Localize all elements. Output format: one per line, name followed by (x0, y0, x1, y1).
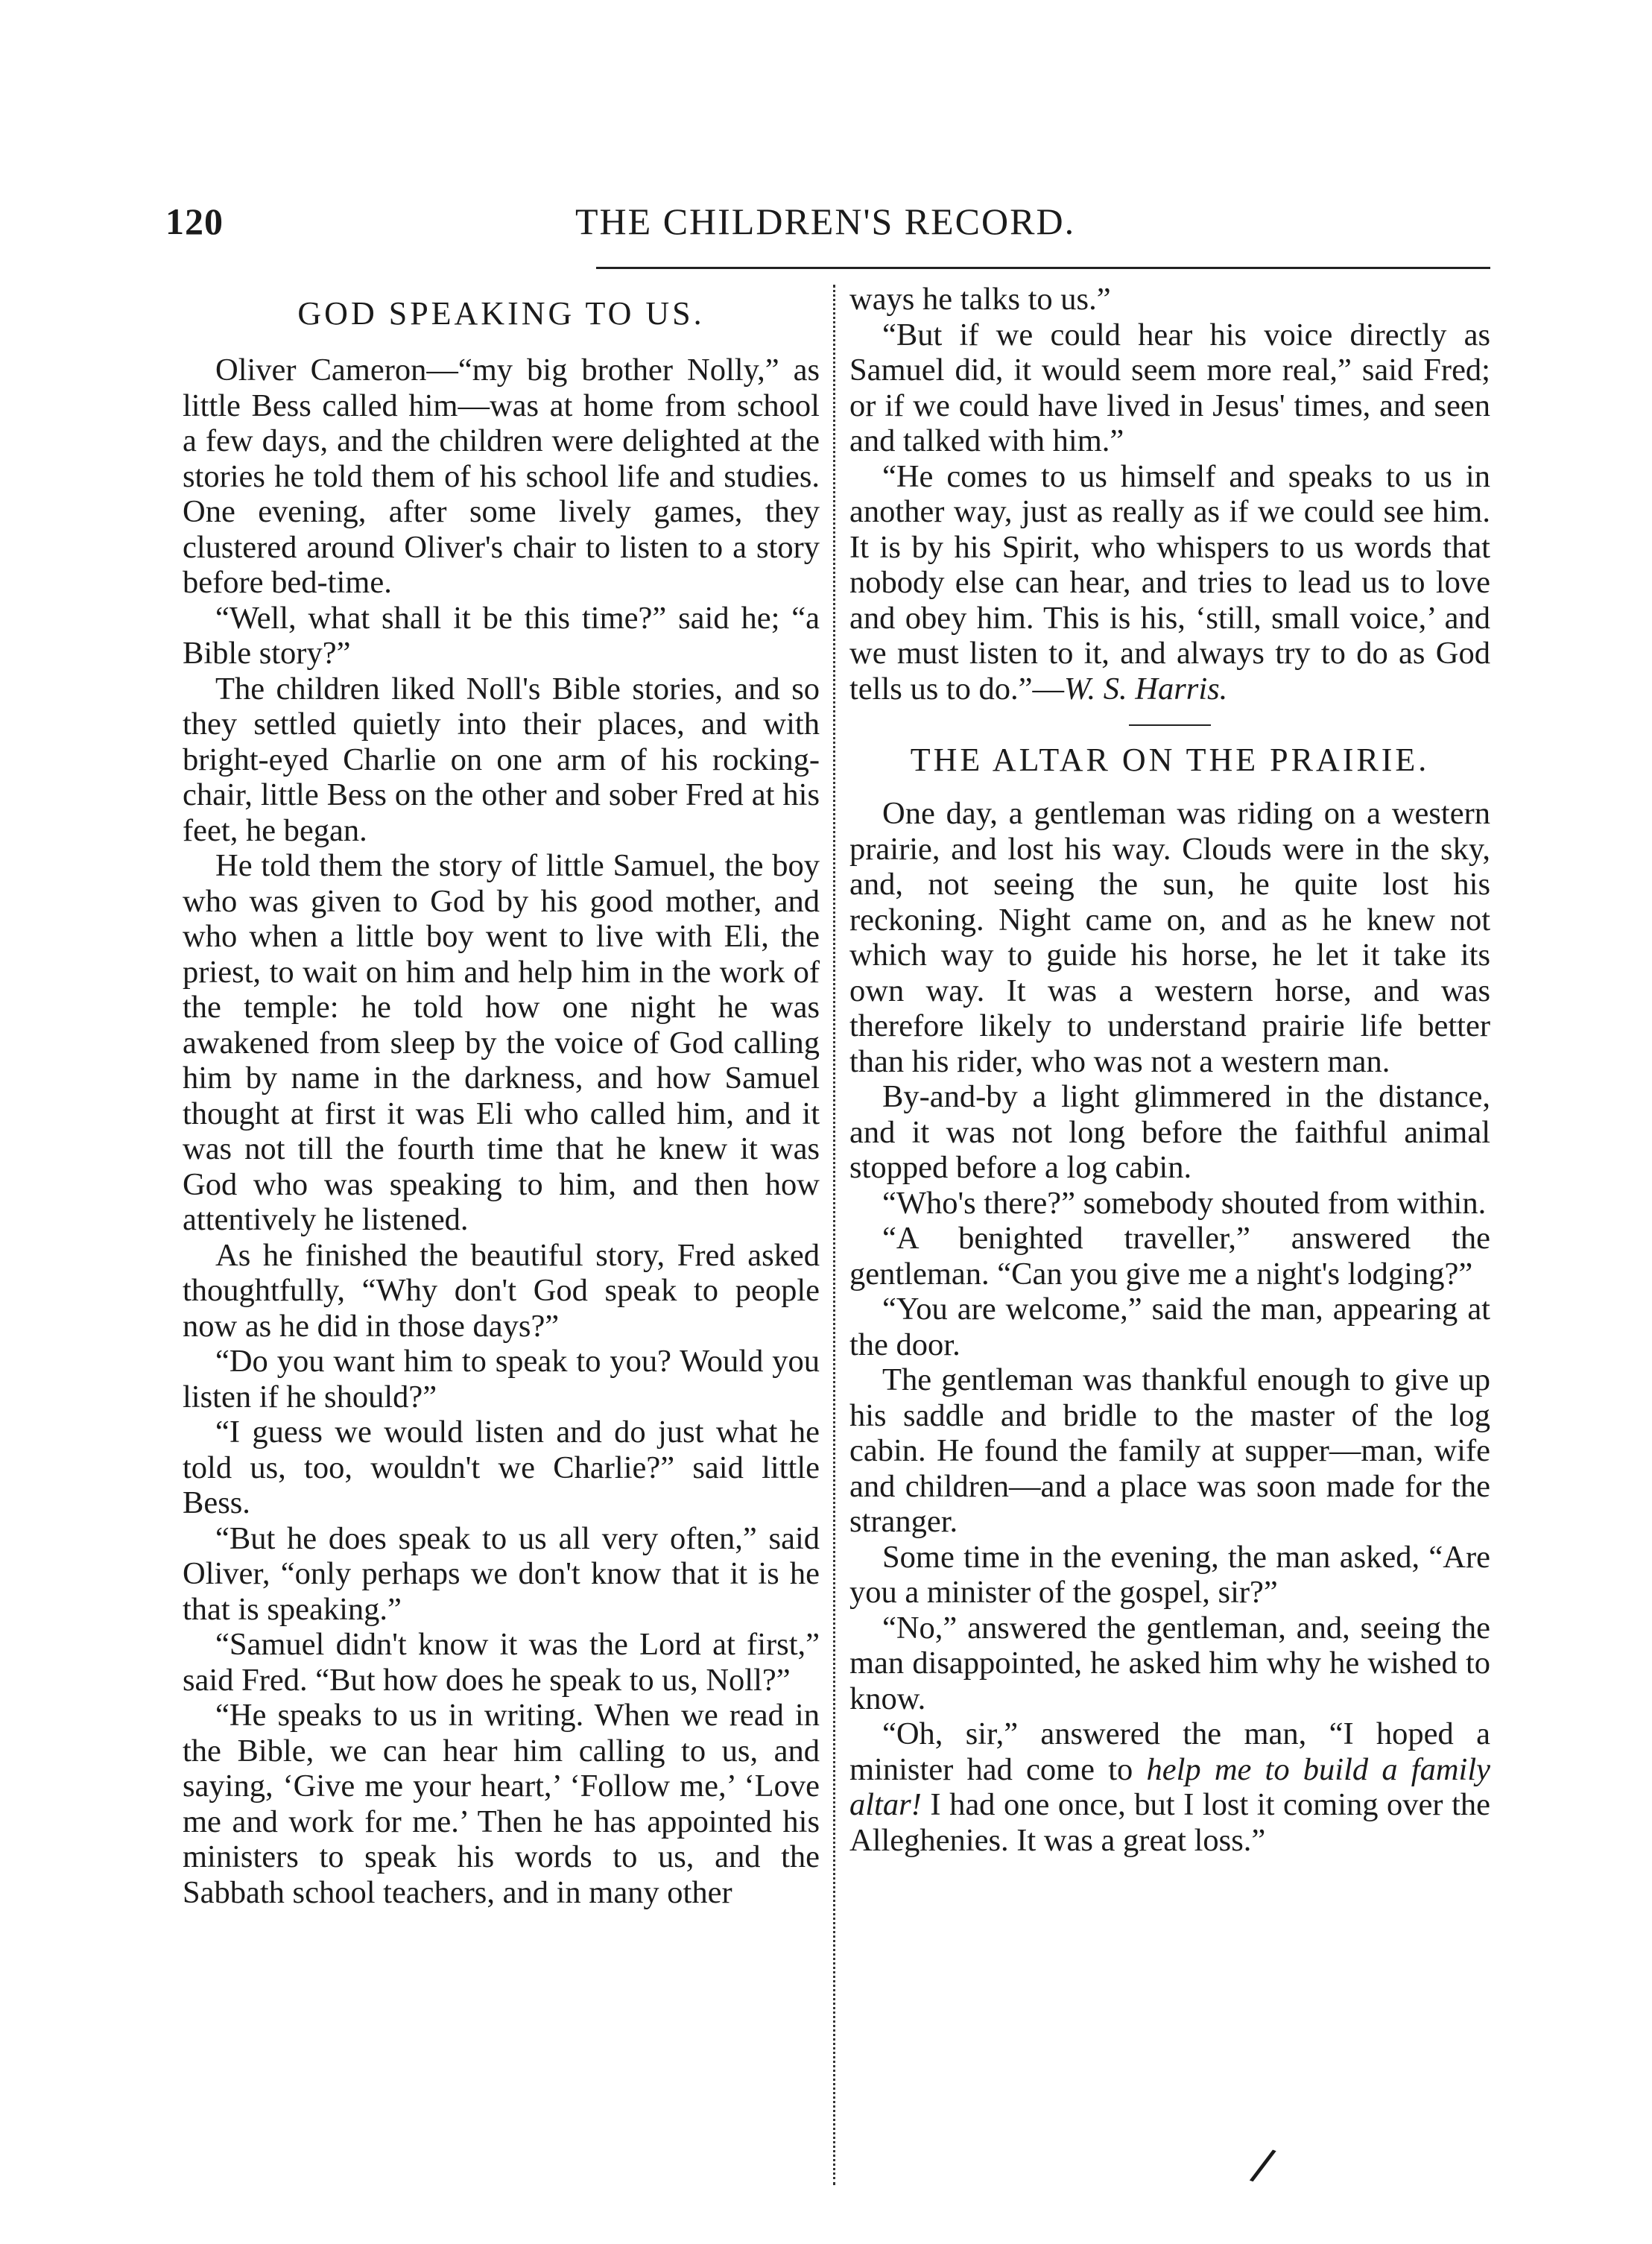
article-paragraph: “Well, what shall it be this time?” said he; “a Bible story?” (183, 600, 820, 671)
article-paragraph: One day, a gentleman was riding on a western prairie, and lost his way. Clouds were in the sky, and, not seeing the sun, he quite lost his reckoning. Night came on, and as he knew not which way to guide his horse, he let it take its own way. It was a western horse, and was therefore likely to understand prairie life better than his rider, who was not a western man. (849, 796, 1490, 1079)
article-paragraph: “You are welcome,” said the man, appearing at the door. (849, 1292, 1490, 1362)
article-emphasis: help me to build a family altar! (849, 1751, 1490, 1822)
article-paragraph: By-and-by a light glimmered in the distance, and it was not long before the faithful animal stopped before a log cabin. (849, 1079, 1490, 1185)
article-paragraph: “I guess we would listen and do just what he told us, too, wouldn't we Charlie?” said little Bess. (183, 1415, 820, 1520)
article-paragraph: “Who's there?” somebody shouted from within. (882, 1185, 1487, 1221)
page-header (165, 200, 1507, 259)
header-rule (596, 267, 1490, 269)
article-paragraph: Oliver Cameron—“my big brother Nolly,” as little Bess called him—was at home from school a few days, and the children were delighted at the stories he told them of his school life and studies. One evening, after some lively games, they clustered around Oliver's chair to listen to a story before bed-time. (183, 353, 820, 600)
article-continuation: ways he talks to us.” (849, 282, 1111, 317)
section-rule (1129, 724, 1211, 726)
article-paragraph: “He speaks to us in writing. When we read in the Bible, we can hear him calling to us, and saying, ‘Give me your heart,’ ‘Follow me,’ ‘Love me and work for me.’ Then he has appointed his ministers to speak his words to us, and the Sabbath school teachers, and in many other (183, 1698, 820, 1910)
stray-ink-mark: / (1247, 2137, 1279, 2193)
article-paragraph: The gentleman was thankful enough to give up his saddle and bridle to the master of the log cabin. He found the family at supper—man, wife and children—and a place was soon made for the stranger. (849, 1362, 1490, 1539)
article-paragraph (849, 459, 1490, 707)
article-paragraph: The children liked Noll's Bible stories, and so they settled quietly into their places, and with bright-eyed Charlie on one arm of his rocking-chair, little Bess on the other and sober Fred at his feet, he began. (183, 671, 820, 848)
article-paragraph: He told them the story of little Samuel, the boy who was given to God by his good mother, and who when a little boy went to live with Eli, the priest, to wait on him and help him in the work of the temple: he told how one night he was awakened from sleep by the voice of God calling him by name in the darkness, and how Samuel thought at first it was Eli who called him, and it was not till the fourth time that he knew it was God who was speaking to him, and then how attentively he listened. (183, 848, 820, 1237)
article-paragraph: “No,” answered the gentleman, and, seeing the man disappointed, he asked him why he wished to know. (849, 1610, 1490, 1716)
article-paragraph-text: I had one once, but I lost it coming over the Alleghenies. It was a great loss.” (849, 1787, 1490, 1858)
article-paragraph: “But he does speak to us all very often,” said Oliver, “only perhaps we don't know that it is he that is speaking.” (183, 1520, 820, 1627)
article-paragraph: Some time in the evening, the man asked, “Are you a minister of the gospel, sir?” (849, 1539, 1490, 1610)
article-paragraph: “A benighted traveller,” answered the gentleman. “Can you give me a night's lodging?” (849, 1221, 1490, 1292)
article-paragraph: As he finished the beautiful story, Fred asked thoughtfully, “Why don't God speak to people now as he did in those days?” (183, 1237, 820, 1344)
article-paragraph-text: “Oh, sir,” answered the man, “I hoped a minister had come to (849, 1716, 1490, 1787)
article-paragraph: “Do you want him to speak to you? Would you listen if he should?” (183, 1344, 820, 1415)
column-divider (833, 285, 835, 2185)
article-paragraph: “Samuel didn't know it was the Lord at first,” said Fred. “But how does he speak to us, Noll?” (183, 1627, 820, 1698)
article-title-altar-prairie: THE ALTAR ON THE PRAIRIE. (910, 742, 1430, 778)
article-attribution: W. S. Harris. (1064, 671, 1228, 707)
article-title-god-speaking: GOD SPEAKING TO US. (297, 295, 705, 332)
left-column (183, 294, 820, 1910)
page-number: 120 (165, 200, 224, 242)
right-column (849, 282, 1490, 1858)
article-paragraph (849, 1716, 1490, 1858)
running-title: THE CHILDREN'S RECORD. (575, 200, 1076, 242)
article-paragraph: “But if we could hear his voice directly as Samuel did, it would seem more real,” said Fred; or if we could have lived in Jesus' times, and seen and talked with him.” (849, 317, 1490, 458)
article-paragraph-text: “He comes to us himself and speaks to us in another way, just as really as if we could see him. It is by his Spirit, who whispers to us words that nobody else can hear, and tries to lead us to love and obey him. This is his, ‘still, small voice,’ and we must listen to it, and always try to do as God tells us to do.”— (849, 458, 1490, 707)
